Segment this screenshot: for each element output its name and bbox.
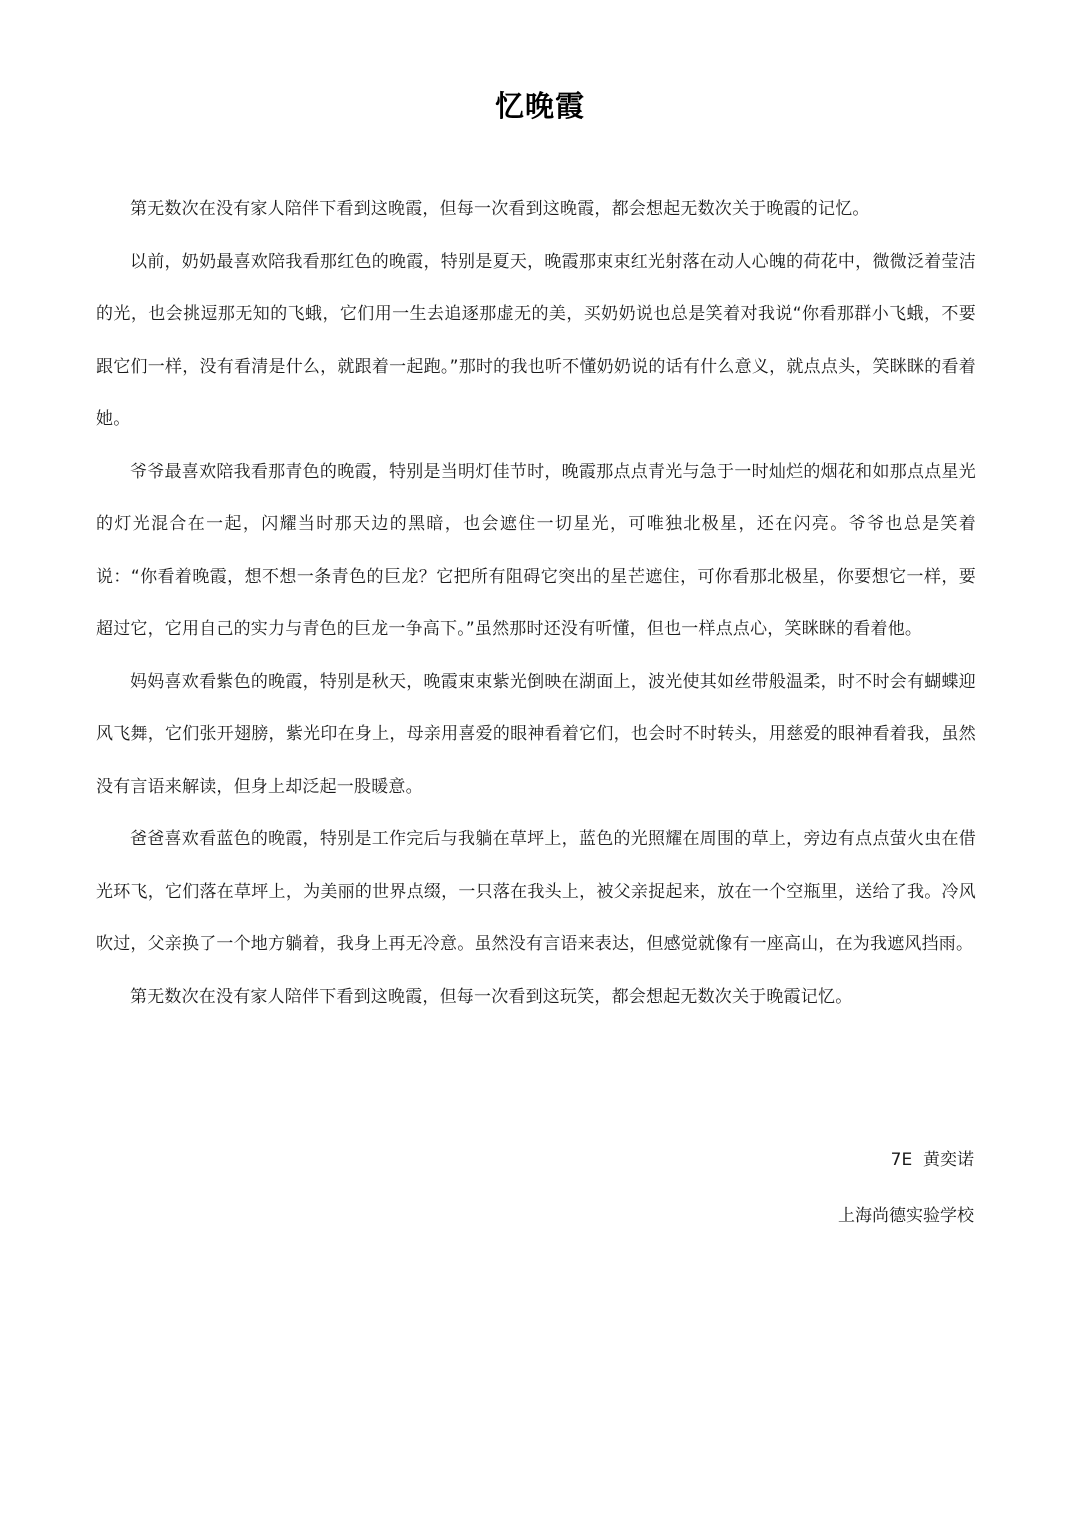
essay-title: 忆晚霞 bbox=[494, 89, 585, 123]
school-line: 上海尚德实验学校 bbox=[838, 1206, 974, 1226]
paragraph-4: 妈妈喜欢看紫色的晚霞，特别是秋天，晚霞束束紫光倒映在湖面上，波光使其如丝带般温柔，时不时会有蝴蝶迎风飞舞，它们张开翅膀，紫光印在身上，母亲用喜爱的眼神看着它们，也会时不时转头，用慈爱的眼神看着我，虽然没有言语来解读，但身上却泛起一股暖意。 bbox=[96, 671, 976, 797]
paragraph-5: 爸爸喜欢看蓝色的晚霞，特别是工作完后与我躺在草坪上，蓝色的光照耀在周围的草上，旁边有点点萤火虫在借光环飞，它们落在草坪上，为美丽的世界点缀，一只落在我头上，被父亲捉起来，放在一个空瓶里，送给了我。冷风吹过，父亲换了一个地方躺着，我身上再无冷意。虽然没有言语来表达，但感觉就像有一座高山，在为我遮风挡雨。 bbox=[96, 829, 976, 954]
paragraph-2: 以前，奶奶最喜欢陪我看那红色的晚霞，特别是夏天，晚霞那束束红光射落在动人心魄的荷花中，微微泛着莹洁的光，也会挑逗那无知的飞蛾，它们用一生去追逐那虚无的美，买奶奶说也总是笑着对我说“你看那群小飞蛾，不要跟它们一样，没有看清是什么，就跟着一起跑。”那时的我也听不懂奶奶说的话有什么意义，就点点头，笑眯眯的看着她。 bbox=[96, 251, 976, 429]
paragraph-6: 第无数次在没有家人陪伴下看到这晚霞，但每一次看到这玩笑，都会想起无数次关于晚霞记忆。 bbox=[130, 986, 853, 1007]
author-line: 7E 黄奕诺 bbox=[890, 1150, 974, 1170]
signature-block bbox=[838, 1132, 974, 1244]
paragraph-1: 第无数次在没有家人陪伴下看到这晚霞，但每一次看到这晚霞，都会想起无数次关于晚霞的记忆。 bbox=[130, 199, 870, 219]
essay-body bbox=[96, 183, 976, 1023]
paragraph-3: 爷爷最喜欢陪我看那青色的晚霞，特别是当明灯佳节时，晚霞那点点青光与急于一时灿烂的烟花和如那点点星光的灯光混合在一起，闪耀当时那天边的黑暗，也会遮住一切星光，可唯独北极星，还在闪亮。爷爷也总是笑着说：“你看着晚霞，想不想一条青色的巨龙？它把所有阻碍它突出的星芒遮住，可你看那北极星，你要想它一样，要超过它，它用自己的实力与青色的巨龙一争高下。”虽然那时还没有听懂，但也一样点点心，笑眯眯的看着他。 bbox=[96, 461, 976, 639]
